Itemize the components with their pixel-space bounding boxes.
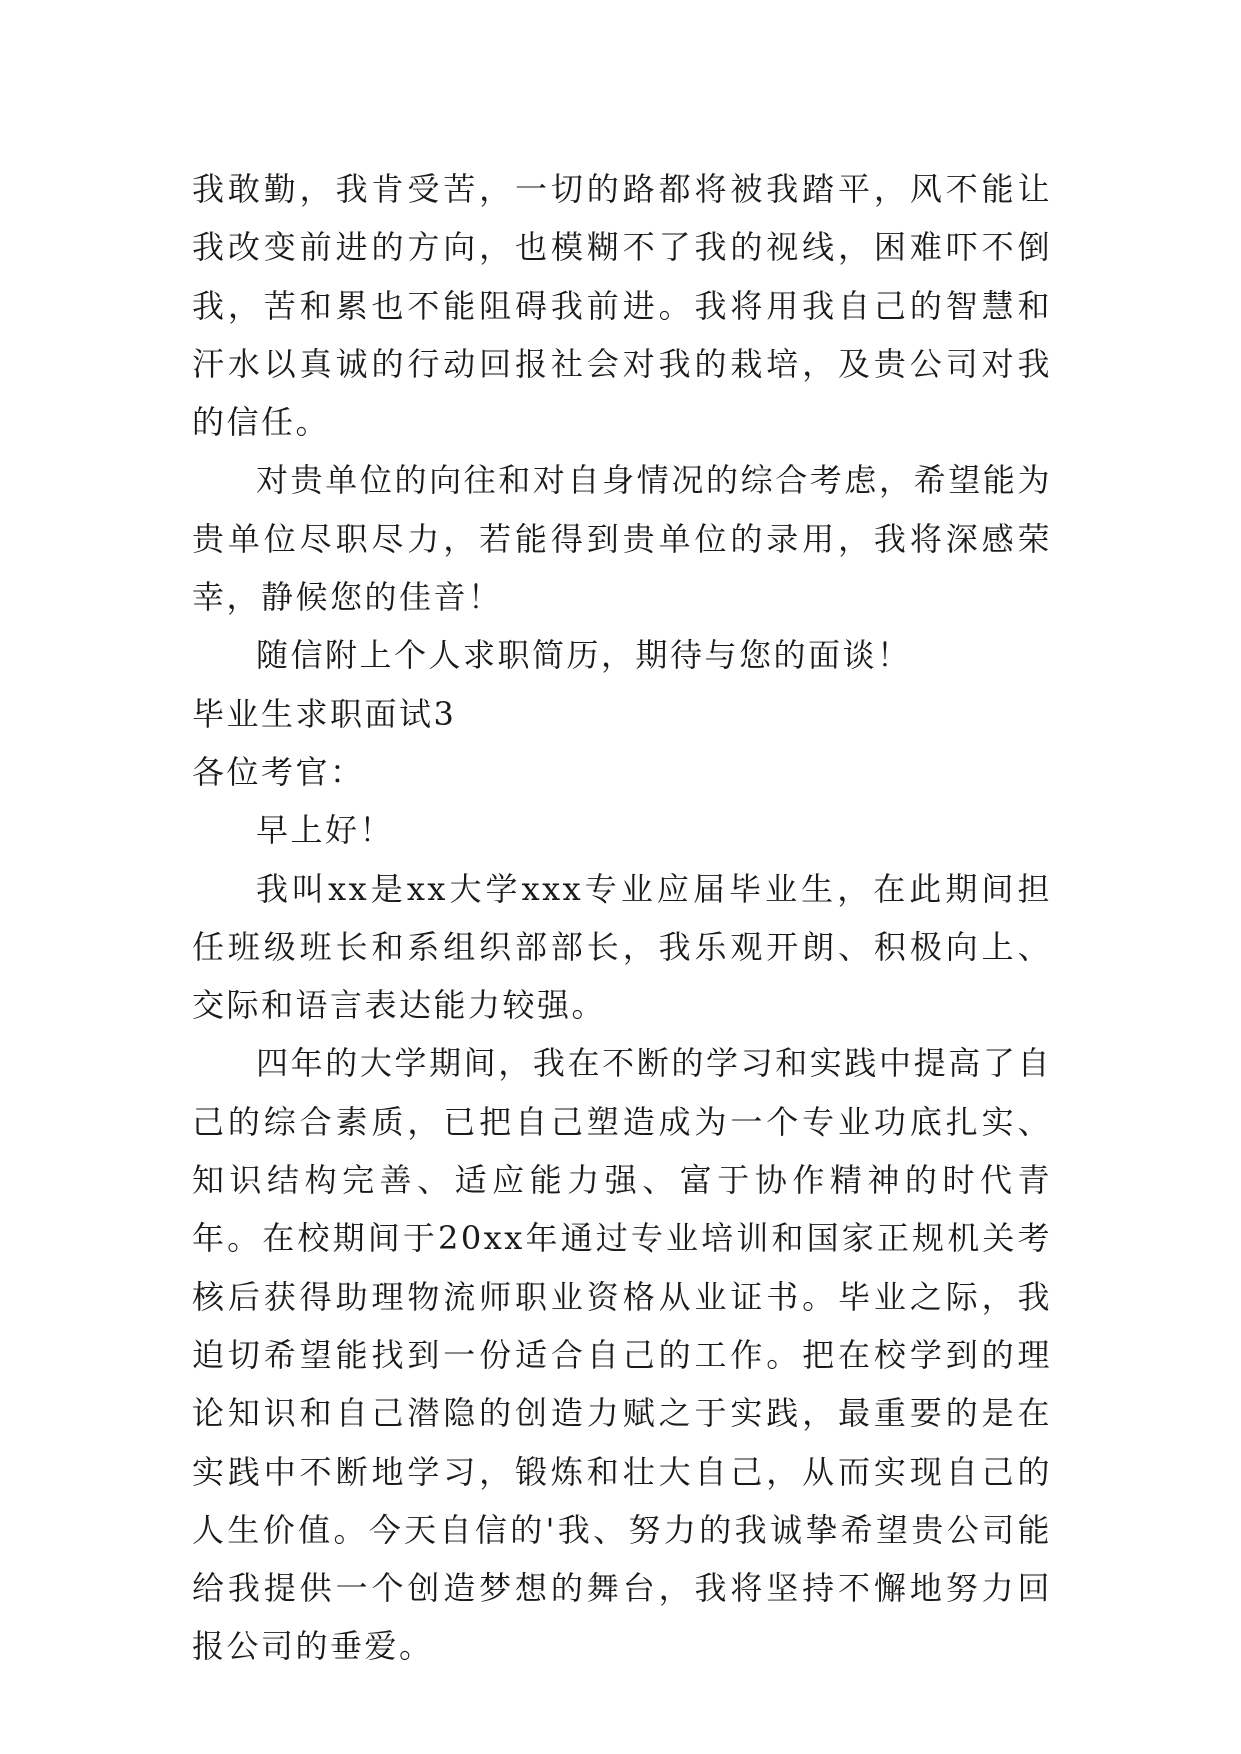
- paragraph-introduction: 我叫xx是xx大学xxx专业应届毕业生，在此期间担任班级班长和系组织部部长，我乐观开朗、积极向上、交际和语言表达能力较强。: [192, 869, 1052, 1025]
- section-heading: 毕业生求职面试3: [192, 694, 457, 733]
- paragraph-university-years: 四年的大学期间，我在不断的学习和实践中提高了自己的综合素质，已把自己塑造成为一个专业功底扎实、知识结构完善、适应能力强、富于协作精神的时代青年。在校期间于20xx年通过专业培训和国家正规机关考核后获得助理物流师职业资格从业证书。毕业之际，我迫切希望能找到一份适合自己的工作。把在校学到的理论知识和自己潜隐的创造力赋之于实践，最重要的是在实践中不断地学习，锻炼和壮大自己，从而实现自己的人生价值。今天自信的'我、努力的我诚挚希望贵公司能给我提供一个创造梦想的舞台，我将坚持不懈地努力回报公司的垂爱。: [192, 1044, 1052, 1666]
- document-body: [192, 160, 1052, 1676]
- salutation: 各位考官：: [192, 752, 365, 791]
- paragraph-hope: 对贵单位的向往和对自身情况的综合考虑，希望能为贵单位尽职尽力，若能得到贵单位的录用，我将深感荣幸，静候您的佳音！: [192, 461, 1052, 617]
- paragraph-continuation: 我敢勤，我肯受苦，一切的路都将被我踏平，风不能让我改变前进的方向，也模糊不了我的视线，困难吓不倒我，苦和累也不能阻碍我前进。我将用我自己的智慧和汗水以真诚的行动回报社会对我的栽培，及贵公司对我的信任。: [192, 170, 1052, 442]
- greeting: 早上好！: [256, 811, 395, 850]
- paragraph-attachment: 随信附上个人求职简历，期待与您的面谈！: [256, 636, 912, 675]
